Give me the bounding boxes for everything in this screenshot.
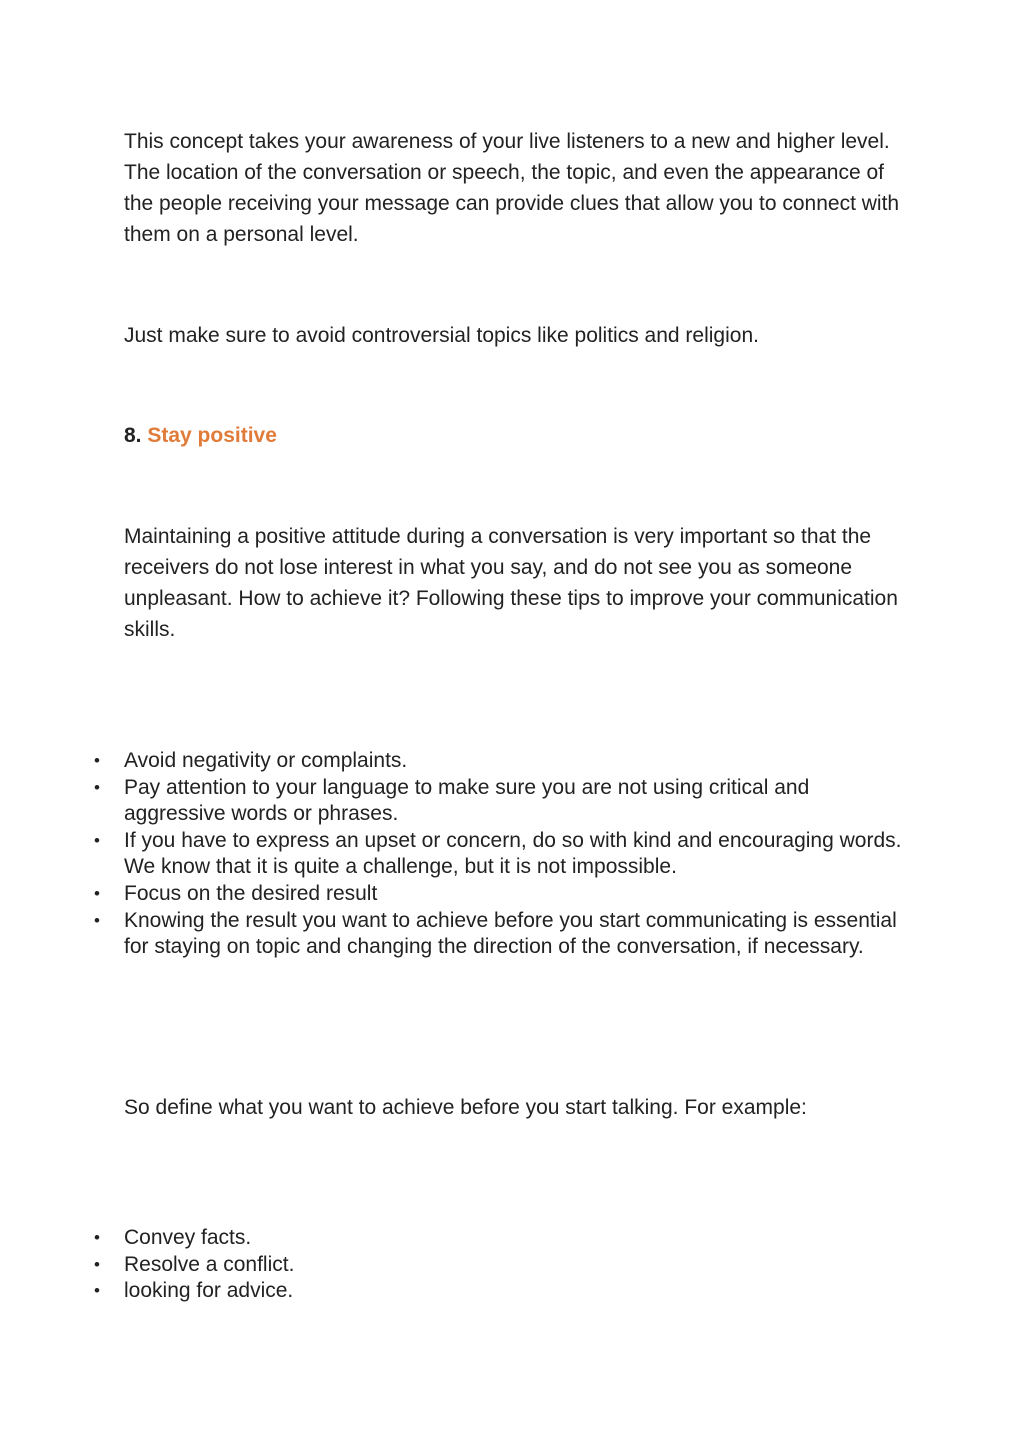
list-item: • Convey facts. xyxy=(124,1225,904,1252)
list-item: • looking for advice. xyxy=(124,1278,904,1305)
list-item: • Avoid negativity or complaints. xyxy=(124,748,904,775)
advice-paragraph: Just make sure to avoid controversial topics like politics and religion. xyxy=(124,324,759,347)
define-goal-paragraph: So define what you want to achieve before you start talking. For example: xyxy=(124,1096,807,1119)
tips-list xyxy=(124,748,904,961)
examples-list xyxy=(124,1225,904,1305)
list-item: • Knowing the result you want to achieve before you start communicating is essential for staying on topic and changing the direction of the conversation, if necessary. xyxy=(124,908,904,961)
section-title: Stay positive xyxy=(147,424,277,447)
list-item: • Focus on the desired result xyxy=(124,881,904,908)
list-item: • If you have to express an upset or concern, do so with kind and encouraging words. We know that it is quite a challenge, but it is not impossible. xyxy=(124,828,904,881)
list-item: • Resolve a conflict. xyxy=(124,1252,904,1279)
section-number: 8. xyxy=(124,424,142,447)
intro-paragraph: This concept takes your awareness of your live listeners to a new and higher level. The location of the conversation or speech, the topic, and even the appearance of the people receiving your message can provide clues that allow you to connect with them on a personal level. xyxy=(124,130,900,246)
section-heading xyxy=(124,420,277,451)
list-item: • Pay attention to your language to make sure you are not using critical and aggressive words or phrases. xyxy=(124,775,904,828)
positive-attitude-paragraph: Maintaining a positive attitude during a conversation is very important so that the receivers do not lose interest in what you say, and do not see you as someone unpleasant. How to achieve it? Following these tips to improve your communication skills. xyxy=(124,525,898,641)
